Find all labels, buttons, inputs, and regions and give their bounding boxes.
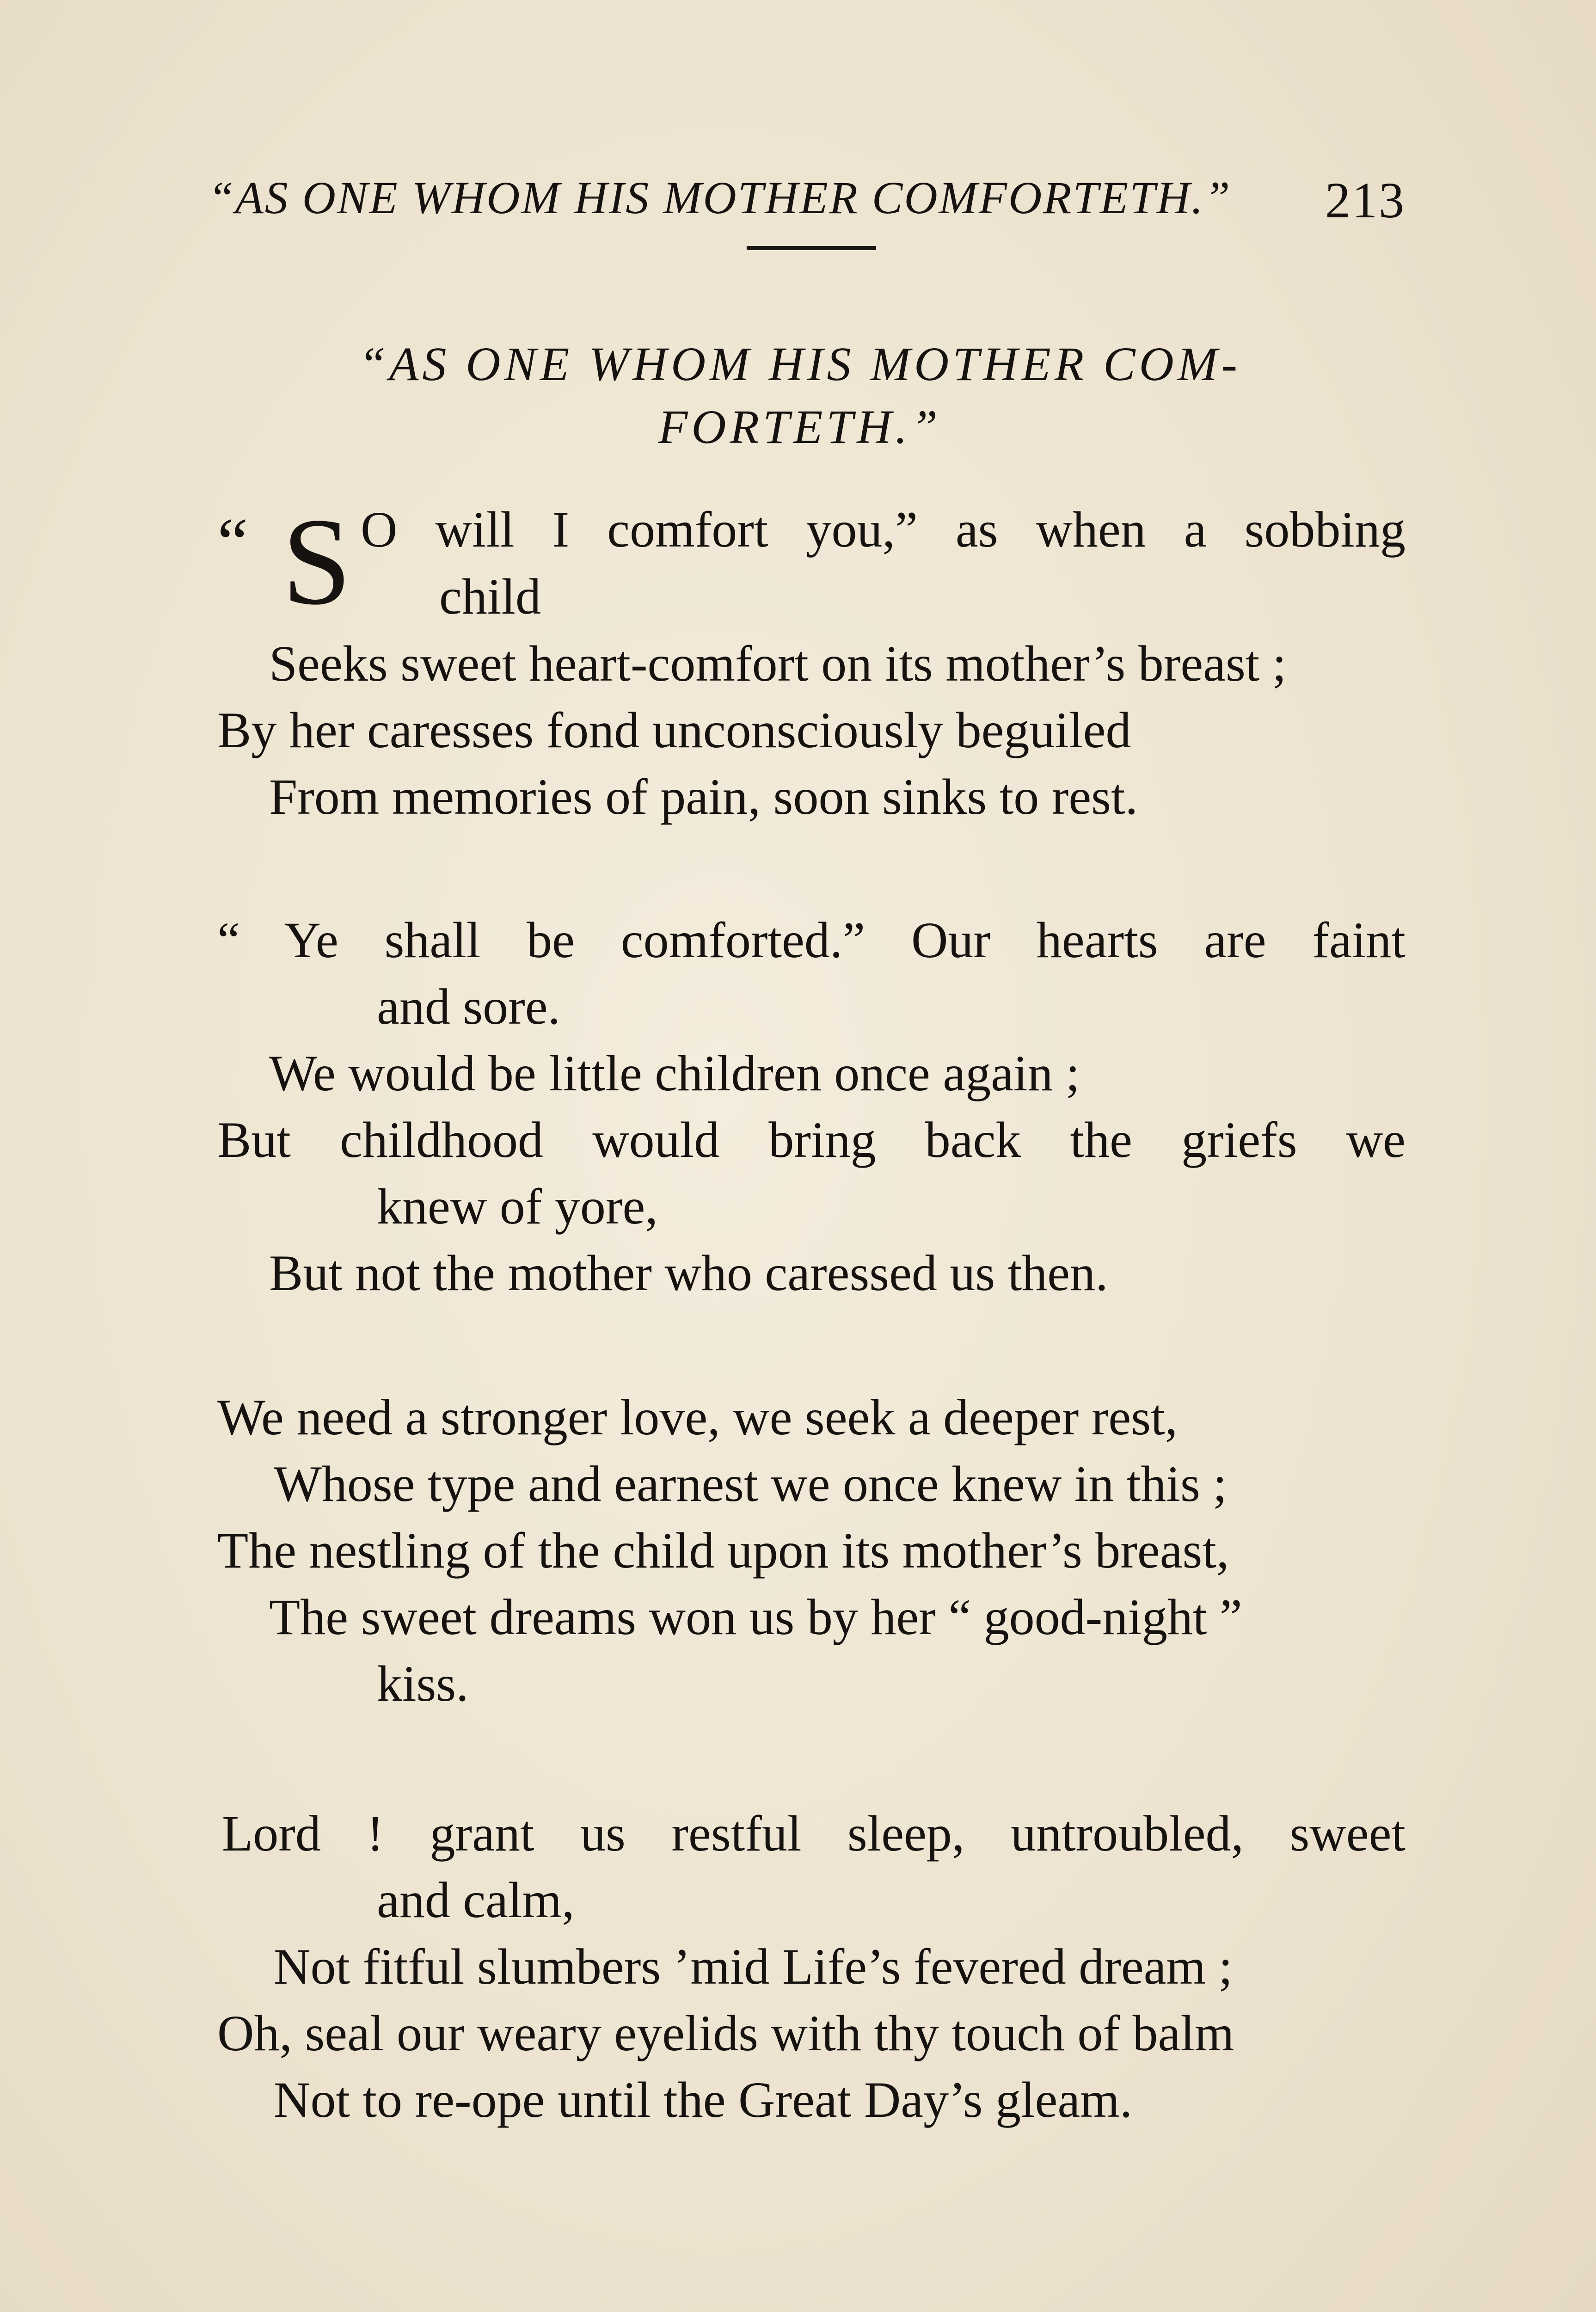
poem-line: From memories of pain, soon sinks to rest. [269,769,1138,825]
poem-title [194,333,1406,459]
poem-line: Not to re-ope until the Great Day’s gleam. [274,2072,1133,2128]
running-title: “AS ONE WHOM HIS MOTHER COMFORTETH.” [208,172,1232,223]
page-number: 213 [1325,172,1406,228]
poem-line: “ Ye shall be comforted.” Our hearts are faint [217,915,1406,968]
poem-line: But not the mother who caressed us then. [269,1245,1108,1301]
poem-line: knew of yore, [377,1178,658,1235]
poem-line: child [439,568,541,625]
poem-line: We would be little children once again ; [269,1045,1080,1101]
poem-line: Lord ! grant us restful sleep, untroubled, sweet [222,1808,1406,1862]
header-rule [747,246,876,250]
poem-title-line-1: “AS ONE WHOM HIS MOTHER COM- [358,338,1241,391]
poem-line: The nestling of the child upon its mother’s breast, [217,1522,1229,1579]
poem-line: Seeks sweet heart-comfort on its mother’s breast ; [269,635,1287,692]
poem-line: Oh, seal our weary eyelids with thy touch of balm [217,2005,1234,2061]
poem-line: The sweet dreams won us by her “ good-night ” [269,1589,1242,1645]
poem-line: We need a stronger love, we seek a deeper rest, [217,1389,1178,1445]
poem-line: Whose type and earnest we once knew in this ; [274,1456,1227,1512]
poem-line: O will I comfort you,” as when a sobbing [361,504,1406,558]
poem-line: By her caresses fond unconsciously beguiled [217,702,1131,758]
poem-line: But childhood would bring back the griefs we [217,1114,1406,1168]
poem-line: and sore. [377,978,561,1035]
dropcap-quote: “ [217,504,248,581]
poem-line: kiss. [377,1655,469,1712]
poem-line: and calm, [377,1872,575,1928]
poem-title-line-2: FORTETH.” [658,400,942,454]
poem-line: Not fitful slumbers ’mid Life’s fevered dream ; [274,1938,1233,1995]
dropcap-letter: S [282,492,352,631]
